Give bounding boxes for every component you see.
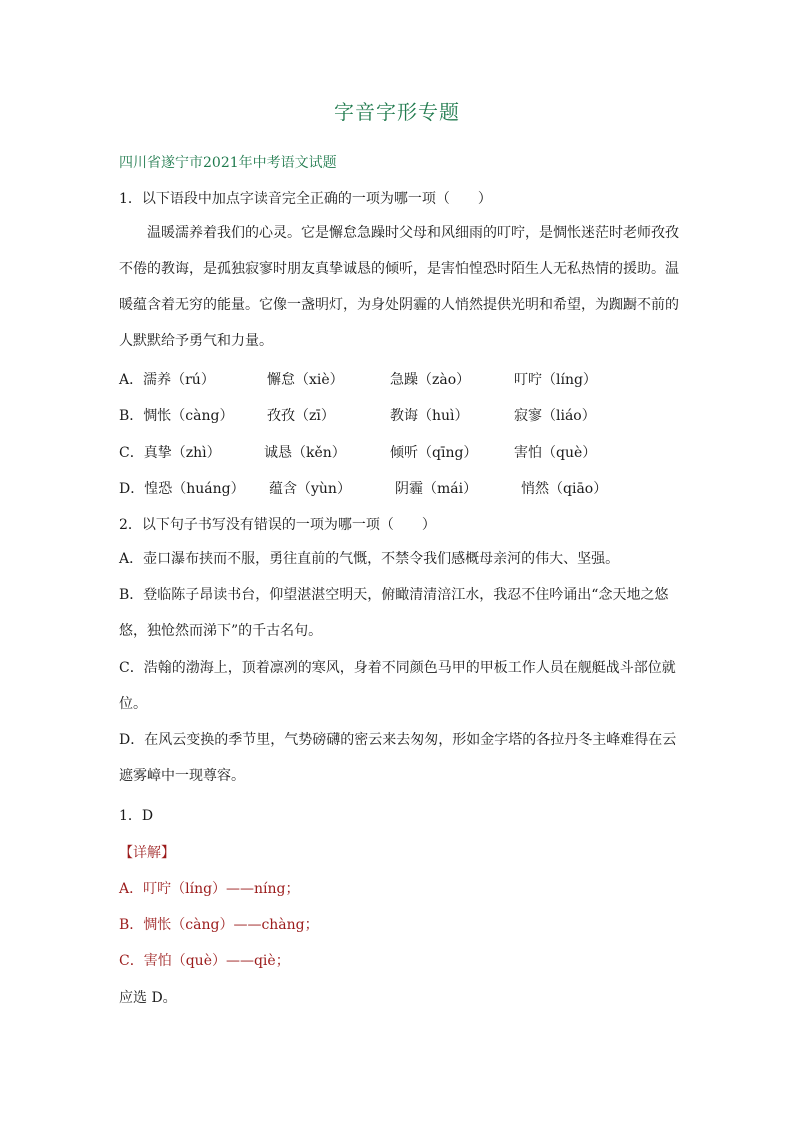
question-1-stem: 1．以下语段中加点字读音完全正确的一项为哪一项（ ）	[119, 191, 492, 207]
explanation-item-a: A．叮咛（líng）——níng；	[119, 881, 300, 897]
option-b-word-2: 孜孜（zī）	[267, 408, 335, 424]
option-b-word-3: 教诲（huì）	[390, 408, 469, 424]
explanation-heading: 【详解】	[119, 845, 175, 861]
option-b-word-4: 寂寥（liáo）	[514, 408, 596, 424]
option-a-word-1: A．濡养（rú）	[119, 372, 215, 388]
option-c-word-1: C．真挚（zhì）	[119, 445, 221, 461]
option-c-word-3: 倾听（qīng）	[390, 445, 478, 461]
answer-line: 1．D	[119, 808, 154, 824]
option-a-word-4: 叮咛（líng）	[514, 372, 597, 388]
option-d-word-3: 阴霾（mái）	[395, 481, 478, 497]
option-c-word-2: 诚恳（kěn）	[264, 445, 346, 461]
question-2-option-c: C．浩翰的渤海上，顶着凛冽的寒风，身着不同颜色马甲的甲板工作人员在舰艇战斗部位就位。	[119, 660, 676, 712]
option-d-word-4: 悄然（qiāo）	[521, 481, 608, 497]
option-b-word-1: B．惆怅（càng）	[119, 408, 234, 424]
explanation-item-c: C．害怕（què）——qiè；	[119, 953, 290, 969]
question-2-stem: 2．以下句子书写没有错误的一项为哪一项（ ）	[119, 517, 436, 533]
option-d-word-1: D．惶恐（huáng）	[119, 481, 245, 497]
page-title: 字音字形专题	[334, 100, 460, 124]
option-c-word-4: 害怕（què）	[514, 445, 597, 461]
option-a-word-3: 急躁（zào）	[390, 372, 471, 388]
question-1-passage: 温暖濡养着我们的心灵。它是懈怠急躁时父母和风细雨的叮咛，是惆怅迷茫时老师孜孜不倦的教诲，是孤独寂寥时朋友真挚诚恳的倾听，是害怕惶恐时陌生人无私热情的援助。温暖蕴含着无穷的能量。它像一盏明灯，为身处阴霾的人悄然提供光明和希望，为踟蹰不前的人默默给予勇气和力量。	[119, 225, 679, 349]
source-heading: 四川省遂宁市2021年中考语文试题	[119, 155, 337, 171]
option-d-word-2: 蕴含（yùn）	[269, 481, 351, 497]
question-2-option-a: A．壶口瀑布挟而不服，勇往直前的气慨，不禁令我们感概母亲河的伟大、坚强。	[119, 551, 620, 567]
question-2-option-d: D．在风云变换的季节里，气势磅礴的密云来去匆匆，形如金字塔的各拉丹冬主峰难得在云遮雾嶂中一现尊容。	[119, 732, 677, 784]
explanation-item-b: B．惆怅（càng）——chàng；	[119, 917, 319, 933]
question-2-option-b: B．登临陈子昂读书台，仰望湛湛空明天，俯瞰清清涪江水，我忍不住吟诵出“念天地之悠悠，独怆然而涕下”的千古名句。	[119, 587, 669, 639]
option-a-word-2: 懈怠（xiè）	[267, 372, 344, 388]
answer-conclusion: 应选 D。	[119, 990, 177, 1006]
